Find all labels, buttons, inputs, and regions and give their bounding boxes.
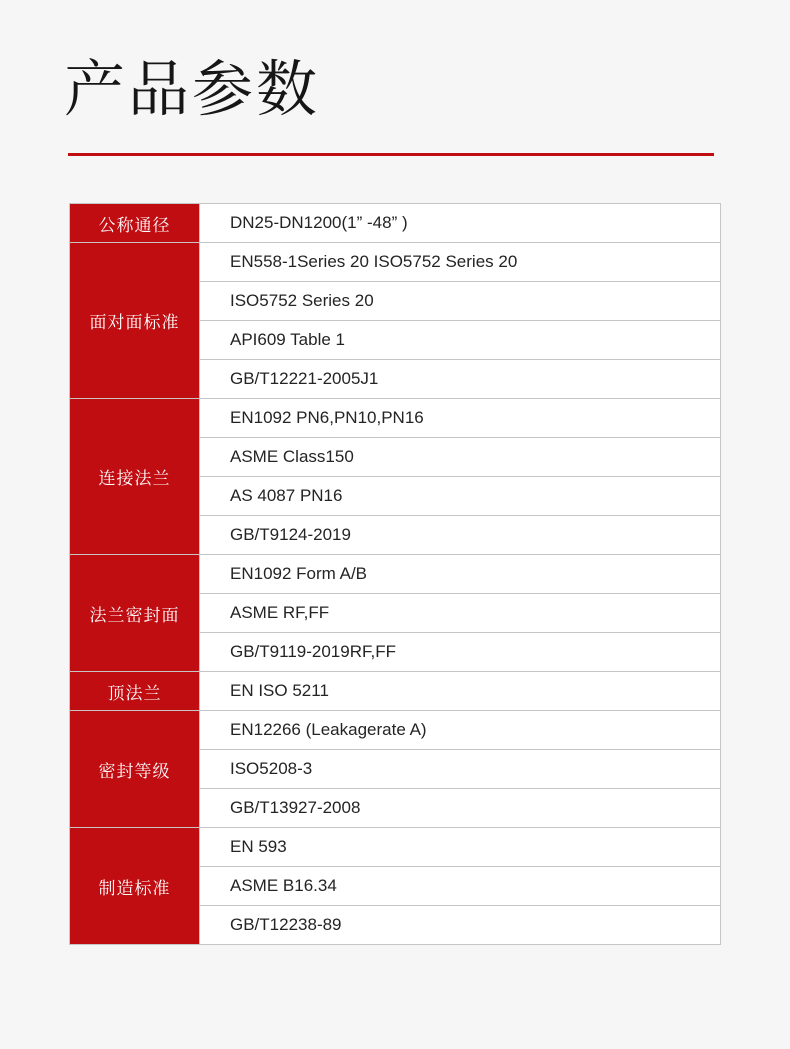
spec-label-cell: 顶法兰 bbox=[70, 672, 200, 711]
spec-value-cell: EN 593 bbox=[200, 828, 721, 867]
spec-value-cell: GB/T9124-2019 bbox=[200, 516, 721, 555]
spec-label-cell: 密封等级 bbox=[70, 711, 200, 828]
table-row bbox=[70, 672, 721, 711]
spec-table-body bbox=[70, 204, 721, 945]
spec-label-cell: 连接法兰 bbox=[70, 399, 200, 555]
spec-value-cell: AS 4087 PN16 bbox=[200, 477, 721, 516]
table-row bbox=[70, 399, 721, 438]
spec-value-cell: EN ISO 5211 bbox=[200, 672, 721, 711]
spec-value-cell: EN1092 Form A/B bbox=[200, 555, 721, 594]
spec-value-cell: ISO5752 Series 20 bbox=[200, 282, 721, 321]
table-row bbox=[70, 243, 721, 282]
spec-value-cell: EN1092 PN6,PN10,PN16 bbox=[200, 399, 721, 438]
spec-value-cell: GB/T9119-2019RF,FF bbox=[200, 633, 721, 672]
spec-value-cell: GB/T13927-2008 bbox=[200, 789, 721, 828]
table-row bbox=[70, 711, 721, 750]
spec-value-cell: ISO5208-3 bbox=[200, 750, 721, 789]
spec-value-cell: GB/T12221-2005J1 bbox=[200, 360, 721, 399]
spec-value-cell: ASME B16.34 bbox=[200, 867, 721, 906]
spec-value-cell: EN558-1Series 20 ISO5752 Series 20 bbox=[200, 243, 721, 282]
table-row bbox=[70, 828, 721, 867]
page-title: 产品参数 bbox=[64, 55, 321, 123]
table-row bbox=[70, 204, 721, 243]
spec-value-cell: GB/T12238-89 bbox=[200, 906, 721, 945]
spec-label-cell: 面对面标准 bbox=[70, 243, 200, 399]
spec-value-cell: ASME Class150 bbox=[200, 438, 721, 477]
title-divider bbox=[68, 153, 714, 156]
spec-label-cell: 法兰密封面 bbox=[70, 555, 200, 672]
spec-label-cell: 制造标准 bbox=[70, 828, 200, 945]
spec-value-cell: API609 Table 1 bbox=[200, 321, 721, 360]
spec-value-cell: DN25-DN1200(1” -48” ) bbox=[200, 204, 721, 243]
spec-table bbox=[69, 203, 721, 945]
spec-value-cell: EN12266 (Leakagerate A) bbox=[200, 711, 721, 750]
table-row bbox=[70, 555, 721, 594]
spec-label-cell: 公称通径 bbox=[70, 204, 200, 243]
spec-value-cell: ASME RF,FF bbox=[200, 594, 721, 633]
